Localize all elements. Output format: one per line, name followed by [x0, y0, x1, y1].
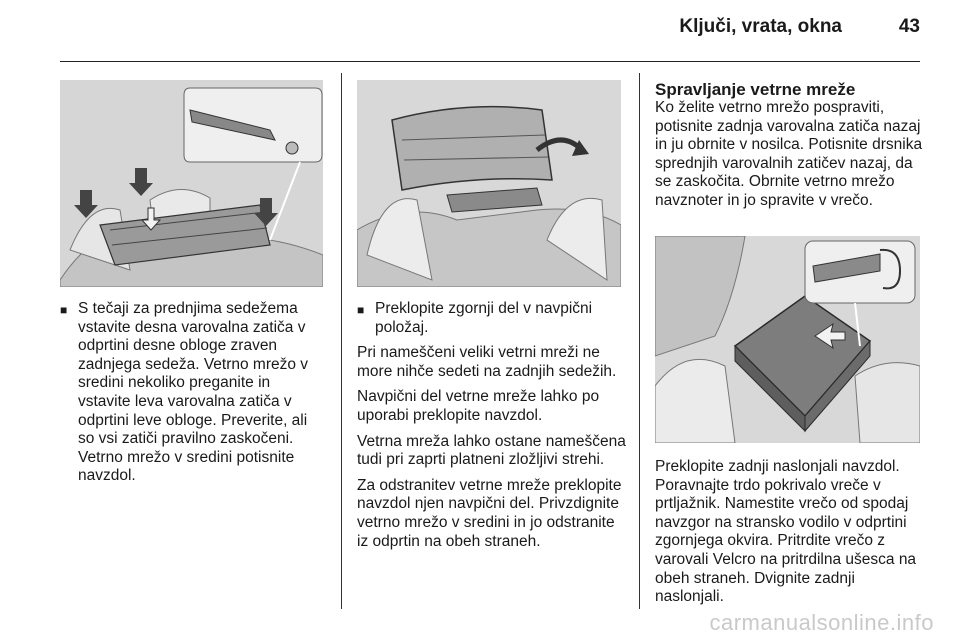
list-item	[60, 300, 325, 486]
page-number: 43	[898, 16, 920, 37]
section-heading: Spravljanje vetrne mreže	[655, 80, 856, 99]
paragraph: Navpični del vetrne mreže lahko po uporabi preklopite navzdol.	[357, 388, 600, 424]
left-column-text	[60, 300, 325, 486]
bullet-icon: ■	[357, 303, 365, 317]
right-column-top-text	[655, 80, 923, 218]
header-rule	[60, 61, 920, 62]
watermark: carmanualsonline.info	[709, 610, 934, 635]
paragraph: Pri nameščeni veliki vetrni mreži ne more nihče sedeti na zadnjih sedežih.	[357, 344, 617, 380]
figure-windscreen-insert	[60, 80, 323, 287]
header-title: Ključi, vrata, okna	[679, 16, 842, 37]
bullet-icon: ■	[60, 303, 68, 317]
left-bullet-text: S tečaji za prednjima sedežema vstavite desna varovalna zatiča v odprtini desne obloge zraven zadnjega sedeža. Vetrno mrežo v sredini nekoliko preganite in vstavite leva varovalna zatiča v odprtini leve obloge. Preverite, ali so vsi zatiči pravilno zaskočeni. Vetrno mrežo v sredini potisnite navzdol.	[78, 300, 309, 485]
middle-column-text	[357, 300, 627, 558]
list-item	[357, 300, 627, 337]
figure-windscreen-fold	[357, 80, 621, 287]
column-divider-2	[639, 73, 640, 609]
figure-windscreen-store	[655, 236, 920, 443]
paragraph: Preklopite zadnji naslonjali navzdol. Poravnajte trdo pokrivalo vreče v prtljažnik. Namestite vrečo od spodaj navzgor na stransko vodilo v odprtini zgornjega okvira. Pritrdite vrečo z varovali Velcro na pritrdilna ušesca na obeh straneh. Dvignite zadnji naslonjali.	[655, 458, 917, 606]
figure-windscreen-insert-drawing	[60, 80, 323, 287]
column-divider-1	[341, 73, 342, 609]
paragraph: Ko želite vetrno mrežo pospraviti, potisnite zadnja varovalna zatiča nazaj in ju obrnite v nosilca. Potisnite drsnika sprednjih varovalnih zatičev nazaj, da se zaskočita. Obrnite vetrno mrežo navznoter in jo spravite v vrečo.	[655, 99, 923, 209]
paragraph: Vetrna mreža lahko ostane nameščena tudi pri zaprti platneni zložljivi strehi.	[357, 432, 626, 469]
right-column-bottom-text	[655, 458, 923, 614]
paragraph: Za odstranitev vetrne mreže preklopite navzdol njen navpični del. Privzdignite vetrno mrežo v sredini in jo odstranite iz odprtin na obeh straneh.	[357, 476, 622, 550]
figure-windscreen-store-drawing	[655, 236, 920, 443]
middle-bullet-text: Preklopite zgornji del v navpični položaj.	[375, 300, 593, 336]
figure-windscreen-fold-drawing	[357, 80, 621, 287]
